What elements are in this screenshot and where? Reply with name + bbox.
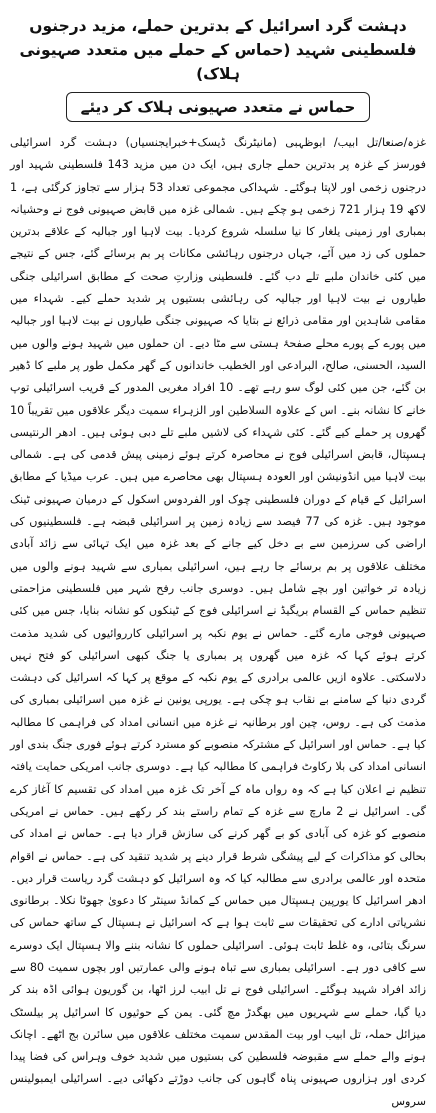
subheadline-box: حماس نے متعدد صہیونی ہلاک کر دیئے (66, 92, 371, 122)
headline: دہشت گرد اسرائیل کے بدترین حملے، مزید درجنوں فلسطینی شہید (حماس کے حملے میں متعدد صہیونی ہلاک) (19, 17, 417, 83)
body-paragraph: غزہ/صنعا/تل ابیب/ ابوظہبی (مانیٹرنگ ڈیسک+خبرایجنسیاں) دہشت گرد اسرائیلی فورسز کے غزہ پر بدترین حملے جاری ہیں، ایک دن میں مزید 143 فلسطینی شہید اور درجنوں زخمی اور لاپتا ہوگئے۔ شہداکی مجموعی تعداد 53 ہزار سے تجاوز کرگئی ہے، 1 لاکھ 19 ہزار 721 زخمی ہو چکے ہیں۔ شمالی غزہ میں قابض صہیونی فوج نے وحشیانہ بمباری اور زمینی یلغار کا نیا سلسلہ شروع کردیا۔ بیت لاہیا اور جبالیہ کے علاقے بدترین حملوں کی زد میں آئے، جہاں درجنوں رہائشی مکانات پر بم برسائے گئے، جس کے نتیجے میں کئی خاندان ملبے تلے دب گئے۔ فلسطینی وزارتِ صحت کے مطابق اسرائیلی جنگی طیاروں نے بیت لاہیا اور جبالیہ کی رہائشی بستیوں پر شدید حملے کیے۔ شہداء میں مقامی شاہدین اور مقامی ذرائع نے بتایا کہ صہیونی جنگی طیاروں نے بیت لاہیا اور جبالیہ میں پورے کے پورے محلے صفحۂ ہستی سے مٹا دیے۔ ان حملوں میں شہید ہونے والوں میں السید، الحسنی، صالح، البرادعی اور الخطیب خاندانوں کے گھر مکمل طور پر ملبے کا ڈھیر بن گئے، جن میں کئی لوگ سو رہے تھے۔ 10 افراد مغربی المدور کے قریب اسرائیلی توپ خانے کا نشانہ بنے۔ اس کے علاوہ السلاطین اور الزہراء سمیت دیگر علاقوں میں تقریباً 10 گھروں پر حملے کیے گئے۔ کئی شہداء کی لاشیں ملبے تلے دبی ہوئی ہیں۔ ادھر الرنتیسی ہسپتال، قابض اسرائیلی فوج نے محاصرہ کرتے ہوئے زمینی پیش قدمی کی ہے۔ شمالی بیت لاہیا میں انڈونیشن اور العودہ ہسپتال بھی محاصرے میں ہیں۔ عرب میڈیا کے مطابق اسرائیل کے قیام کے دوران فلسطینی چوک اور الفردوس اسکول کے درمیان صہیونی ٹینک موجود ہیں۔ غزہ کی 77 فیصد سے زیادہ زمین پر اسرائیلی قبضہ ہے۔ فلسطینیوں کی اراضی کی سرزمین سے بے دخل کیے جانے کے بعد غزہ میں ایک تہائی سے زائد آبادی مختلف علاقوں پر بم برسائے جا رہے ہیں، اسرائیلی بمباری سے شہید ہونے والوں میں زیادہ تر خواتین اور بچے شامل ہیں۔ دوسری جانب رفح شہر میں فلسطینی مزاحمتی تنظیم حماس کے القسام بریگیڈ نے اسرائیلی فوج کے ٹینکوں کو نشانہ بنایا، جس میں کئی صہیونی فوجی مارے گئے۔ حماس نے یوم نکبہ پر اسرائیلی کارروائیوں کی شدید مذمت کرتے ہوئے کہا کہ غزہ میں گھروں پر بمباری یا جنگ کبھی اسرائیلی کو فتح نہیں دلاسکتی۔ علاوہ ازیں عالمی برادری کے یوم نکبہ کے موقع پر کہا کہ اسرائیل کی دہشت گردی دنیا کے سامنے بے نقاب ہو چکی ہے۔ یورپی یونین نے غزہ میں اسرائیلی بمباری کی مذمت کی ہے۔ روس، چین اور برطانیہ نے غزہ میں انسانی امداد کی فراہمی کا مطالبہ کیا ہے۔ حماس اور اسرائیل کے مشترکہ منصوبے کو مسترد کرتے ہوئے فوری جنگ بندی اور انسانی امداد کی بلا رکاوٹ فراہمی کا مطالبہ کیا ہے۔ دوسری جانب امریکی حمایت یافتہ تنظیم نے اعلان کیا ہے کہ وہ رواں ماہ کے آخر تک غزہ میں امداد کی تقسیم کا آغاز کرے گی۔ اسرائیل نے 2 مارچ سے غزہ کے تمام راستے بند کر رکھے ہیں۔ حماس نے امریکی منصوبے کو غزہ کی آبادی کو بے گھر کرنے کی سازش قرار دیا ہے۔ حماس نے امداد کی بحالی کو مذاکرات کے لیے پیشگی شرط قرار دینے پر شدید تنقید کی ہے۔ حماس نے اقوام متحدہ اور عالمی برادری سے مطالبہ کیا کہ وہ اسرائیل کو دہشت گرد ریاست قرار دیں۔ ادھر اسرائیل کا یورپین ہسپتال میں حماس کے کمانڈ سینٹر کا دعویٰ جھوٹا نکلا۔ برطانوی نشریاتی ادارے کی تحقیقات سے ثابت ہوا ہے کہ اسرائیل نے ہسپتال کے ساتھ حماس کی سرنگ بتائی، وہ غلط ثابت ہوئی۔ اسرائیلی حملوں کا نشانہ بننے والا ہسپتال ایک دوسرے سے کافی دور ہے۔ اسرائیلی بمباری سے تباہ ہونے والی عمارتیں اور بچوں سمیت 80 سے زائد افراد شہید ہوگئے۔ اسرائیلی فوج نے تل ابیب لرز اٹھا، بن گوریون ہوائی اڈہ بند کر دیا گیا، حملے سے شہریوں میں بھگدڑ مچ گئی۔ یمن کے حوثیوں کا اسرائیل پر بیلسٹک میزائل حملہ، تل ابیب اور بیت المقدس سمیت مختلف علاقوں میں سائرن بج اٹھے۔ اچانک ہونے والے حملے سے مقبوضہ فلسطین کی بستیوں میں شدید خوف وہراس کی فضا پیدا کردی اور ہزاروں صہیونی پناہ گاہوں کی جانب دوڑتے دکھائی دیے۔ اسرائیلی ایمبولینس سروس (10, 136, 427, 1108)
article-body (10, 132, 426, 1113)
subheadline-wrap (10, 92, 426, 122)
